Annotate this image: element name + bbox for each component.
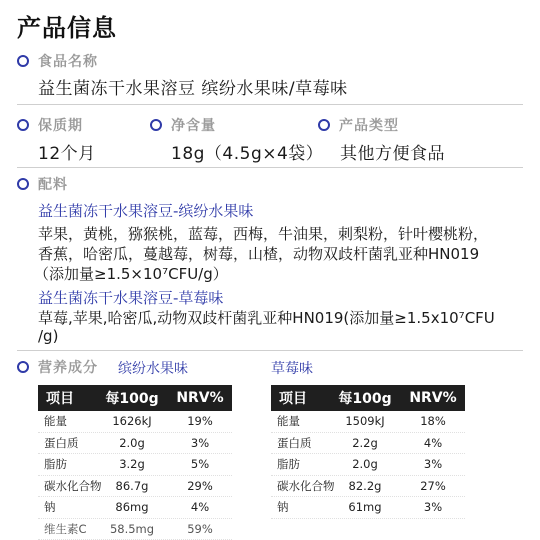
nutrient-value: 61mg — [348, 500, 382, 515]
nutrient-value: 86mg — [115, 500, 149, 515]
circle-bullet-icon — [17, 55, 29, 67]
circle-bullet-icon — [150, 119, 162, 131]
table-row — [38, 411, 232, 433]
circle-bullet-icon — [17, 119, 29, 131]
table-row — [38, 476, 232, 498]
table-row — [271, 476, 465, 498]
nutrient-nrv: 18% — [420, 414, 446, 429]
table-header — [38, 385, 232, 411]
table-row — [271, 497, 465, 519]
ingredient-line: 草莓,苹果,哈密瓜,动物双歧杆菌乳亚种HN019(添加量≥1.5x10⁷CFU — [38, 309, 495, 327]
nutrition-label: 营养成分 — [38, 360, 98, 376]
nutrient-value: 2.2g — [352, 435, 378, 450]
divider — [17, 350, 523, 351]
nutrient-value: 1626kJ — [112, 414, 152, 429]
ingredient-heading: 益生菌冻干水果溶豆-草莓味 — [38, 289, 224, 307]
nutrition-table-strawberry — [271, 385, 465, 519]
net-content-value: 18g（4.5g×4袋） — [171, 144, 324, 164]
ingredient-heading: 益生菌冻干水果溶豆-缤纷水果味 — [38, 202, 254, 220]
nutrient-name: 蛋白质 — [277, 435, 312, 450]
nutrient-name: 脂肪 — [277, 457, 300, 472]
product-type-label: 产品类型 — [339, 118, 399, 134]
table-row — [271, 454, 465, 476]
page-title: 产品信息 — [17, 14, 117, 42]
nutrient-nrv: 4% — [423, 435, 443, 450]
product-type-value: 其他方便食品 — [340, 144, 445, 164]
nutrient-nrv: 3% — [423, 457, 443, 472]
circle-bullet-icon — [17, 361, 29, 373]
nutrient-value: 1509kJ — [345, 414, 385, 429]
circle-bullet-icon — [318, 119, 330, 131]
divider — [17, 104, 523, 105]
net-content-label: 净含量 — [171, 118, 216, 134]
ingredients-label-row — [17, 174, 68, 194]
nutrient-name: 能量 — [277, 414, 300, 429]
col-per100g-header: 每100g — [105, 391, 159, 407]
col-item-header: 项目 — [46, 391, 74, 407]
nutrient-name: 碳水化合物 — [44, 478, 102, 493]
food-name-label: 食品名称 — [38, 54, 98, 70]
nutrient-nrv: 3% — [423, 500, 443, 515]
nutrient-value: 2.0g — [352, 457, 378, 472]
nutrient-value: 58.5mg — [109, 521, 155, 536]
table-row — [271, 411, 465, 433]
ingredient-line: 苹果，黄桃，猕猴桃，蓝莓，西梅，牛油果，刺梨粉，针叶樱桃粉， — [38, 225, 489, 243]
nutrient-value: 3.2g — [119, 457, 145, 472]
circle-bullet-icon — [17, 178, 29, 190]
nutrition-table-fruit — [38, 385, 232, 540]
food-name-label-row — [17, 51, 98, 71]
nutrient-name: 钠 — [277, 500, 289, 515]
col-nrv-header: NRV% — [409, 390, 457, 406]
nutrient-value: 82.2g — [348, 478, 382, 493]
divider — [17, 167, 523, 168]
shelf-life-label: 保质期 — [38, 118, 83, 134]
nutrition-label-row — [17, 357, 98, 377]
nutrient-nrv: 4% — [190, 500, 210, 515]
table-row — [38, 497, 232, 519]
ingredient-line: （添加量≥1.5×10⁷CFU/g） — [34, 265, 228, 283]
col-per100g-header: 每100g — [338, 391, 392, 407]
col-nrv-header: NRV% — [176, 390, 224, 406]
shelf-life-value: 12个月 — [38, 144, 96, 164]
nutrient-name: 蛋白质 — [44, 435, 79, 450]
table-row — [271, 433, 465, 455]
nutrient-name: 脂肪 — [44, 457, 67, 472]
net-content-label-row — [150, 115, 216, 135]
nutrient-name: 能量 — [44, 414, 67, 429]
col-item-header: 项目 — [279, 391, 307, 407]
table-row — [38, 519, 232, 540]
ingredient-line: /g) — [38, 327, 59, 345]
nutrient-value: 86.7g — [115, 478, 149, 493]
product-type-label-row — [318, 115, 399, 135]
ingredients-label: 配料 — [38, 177, 68, 193]
table-row — [38, 454, 232, 476]
food-name-value: 益生菌冻干水果溶豆 缤纷水果味/草莓味 — [38, 79, 348, 99]
nutrition-flavor-strawberry: 草莓味 — [271, 361, 313, 377]
nutrient-nrv: 3% — [190, 435, 210, 450]
nutrient-name: 碳水化合物 — [277, 478, 335, 493]
nutrient-value: 2.0g — [119, 435, 145, 450]
ingredient-line: 香蕉，哈密瓜，蔓越莓，树莓，山楂，动物双歧杆菌乳亚种HN019 — [38, 245, 480, 263]
nutrient-nrv: 27% — [420, 478, 446, 493]
nutrition-flavor-fruit: 缤纷水果味 — [118, 361, 188, 377]
table-header — [271, 385, 465, 411]
table-row — [38, 433, 232, 455]
nutrient-name: 钠 — [44, 500, 56, 515]
shelf-life-label-row — [17, 115, 83, 135]
nutrient-nrv: 19% — [187, 414, 213, 429]
nutrient-nrv: 59% — [187, 521, 213, 536]
nutrient-nrv: 5% — [190, 457, 210, 472]
nutrient-name: 维生素C — [44, 521, 87, 536]
nutrient-nrv: 29% — [187, 478, 213, 493]
